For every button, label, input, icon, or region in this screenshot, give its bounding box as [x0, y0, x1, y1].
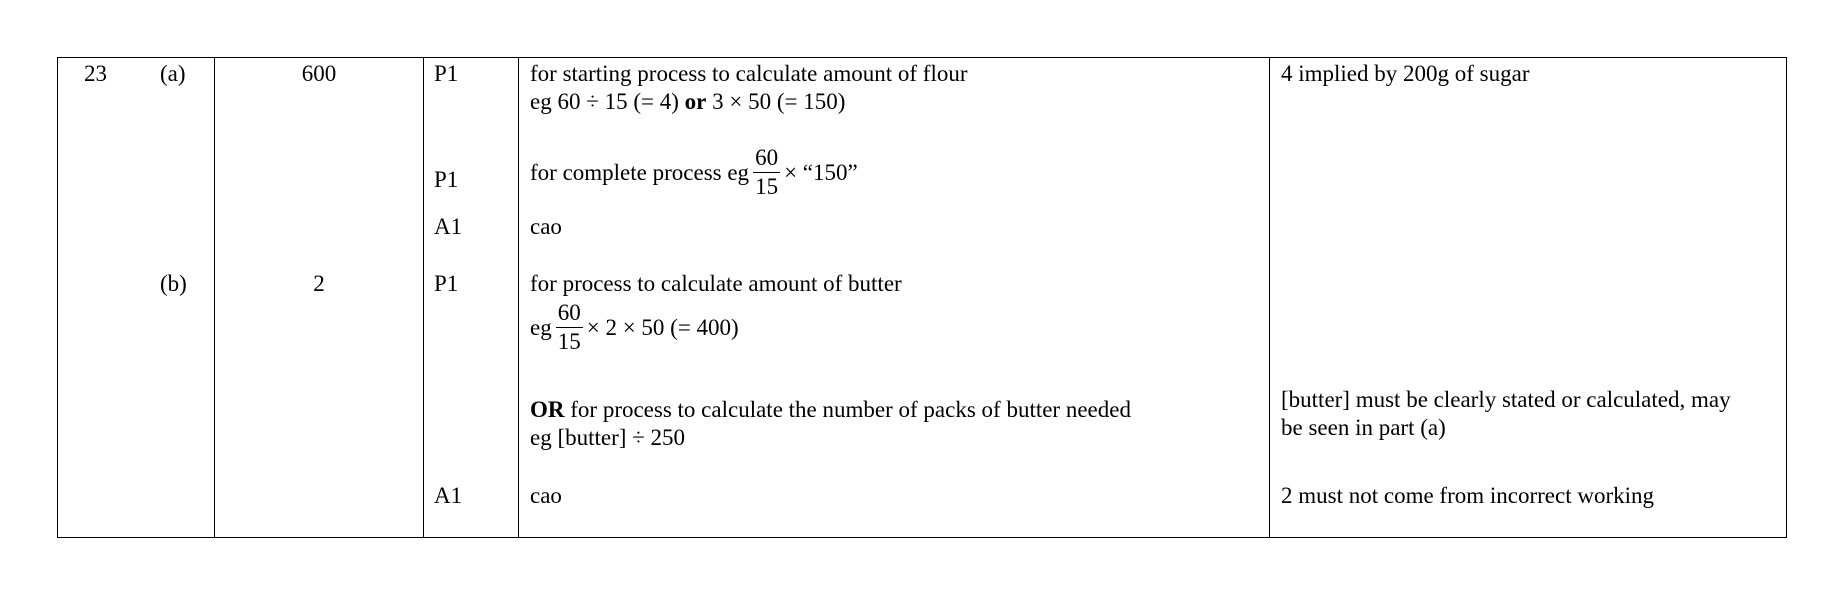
- mark-a-p1-complete: P1: [434, 167, 459, 192]
- mark-a-p1-start: P1: [434, 61, 459, 86]
- scheme-b-or-line2: eg [butter] ÷ 250: [530, 425, 686, 450]
- scheme-a-complete-process: for complete process eg $\frac{60}{15}$ × “150”: [530, 145, 858, 200]
- guidance-b-final: 2 must not come from incorrect working: [1281, 483, 1655, 508]
- answer-a: 600: [301, 61, 337, 86]
- scheme-b-or-line1: OR for process to calculate the number of packs of butter needed: [530, 397, 1131, 422]
- mark-scheme-table: [57, 57, 1787, 538]
- mark-a-a1: A1: [434, 214, 463, 239]
- guidance-b-line2: be seen in part (a): [1281, 415, 1446, 440]
- part-b-label: (b): [160, 271, 187, 296]
- guidance-a: 4 implied by 200g of sugar: [1281, 61, 1530, 86]
- fraction-60-over-15: $\frac{60}{15}$: [755, 145, 779, 200]
- question-number: 23: [84, 61, 107, 86]
- mark-b-p1: P1: [434, 271, 459, 296]
- scheme-b-line2: eg $\frac{60}{15}$ × 2 × 50 (= 400): [530, 300, 739, 355]
- guidance-b-line1: [butter] must be clearly stated or calculated, may: [1281, 387, 1731, 412]
- fraction-60-over-15: $\frac{60}{15}$: [557, 300, 581, 355]
- column-divider: [1269, 58, 1270, 537]
- scheme-b-cao: cao: [530, 483, 562, 508]
- column-divider: [423, 58, 424, 537]
- scheme-a-cao: cao: [530, 214, 562, 239]
- mark-b-a1: A1: [434, 483, 463, 508]
- part-a-label: (a): [160, 61, 186, 86]
- scheme-a-line2: eg 60 ÷ 15 (= 4) or 3 × 50 (= 150): [530, 89, 846, 114]
- scheme-a-line1: for starting process to calculate amount of flour: [530, 61, 968, 86]
- column-divider: [518, 58, 519, 537]
- answer-b: 2: [313, 271, 325, 296]
- scheme-b-line1: for process to calculate amount of butter: [530, 271, 902, 296]
